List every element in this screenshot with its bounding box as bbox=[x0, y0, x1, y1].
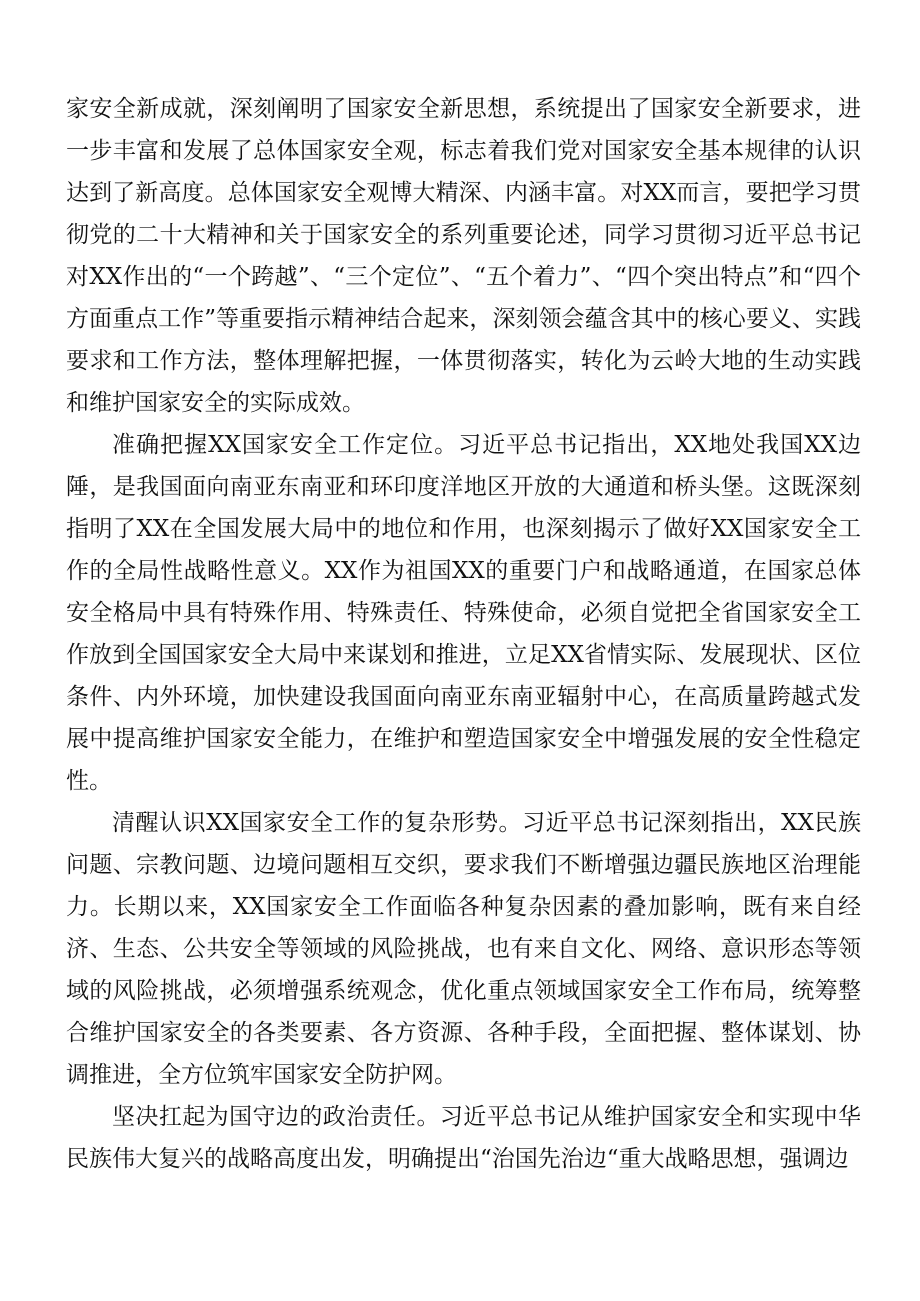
paragraph-border-responsibility: 坚决扛起为国守边的政治责任。习近平总书记从维护国家安全和实现中华民族伟大复兴的战略高度出发，明确提出“治国先治边“重大战略思想，强调边 bbox=[66, 1104, 861, 1172]
paragraph-continuation: 家安全新成就，深刻阐明了国家安全新思想，系统提出了国家安全新要求，进一步丰富和发展了总体国家安全观，标志着我们党对国家安全基本规律的认识达到了新高度。总体国家安全观博大精深、内涵丰富。对XX而言，要把学习贯彻党的二十大精神和关于国家安全的系列重要论述，同学习贯彻习近平总书记对XX作出的“一个跨越”、“三个定位”、“五个着力”、“四个突出特点”和“四个方面重点工作”等重要指示精神结合起来，深刻领会蕴含其中的核心要义、实践要求和工作方法，整体理解把握，一体贯彻落实，转化为云岭大地的生动实践和维护国家安全的实际成效。 bbox=[66, 96, 861, 416]
paragraph-complex-situation: 清醒认识XX国家安全工作的复杂形势。习近平总书记深刻指出，XX民族问题、宗教问题、边境问题相互交织，要求我们不断增强边疆民族地区治理能力。长期以来，XX国家安全工作面临各种复杂因素的叠加影响，既有来自经济、生态、公共安全等领域的风险挑战，也有来自文化、网络、意识形态等领域的风险挑战，必须增强系统观念，优化重点领域国家安全工作布局，统筹整合维护国家安全的各类要素、各方资源、各种手段，全面把握、整体谋划、协调推进，全方位筑牢国家安全防护网。 bbox=[66, 810, 861, 1088]
paragraph-work-positioning: 准确把握XX国家安全工作定位。习近平总书记指出，XX地处我国XX边陲，是我国面向南亚东南亚和环印度洋地区开放的大通道和桥头堡。这既深刻指明了XX在全国发展大局中的地位和作用，也深刻揭示了做好XX国家安全工作的全局性战略性意义。XX作为祖国XX的重要门户和战略通道，在国家总体安全格局中具有特殊作用、特殊责任、特殊使命，必须自觉把全省国家安全工作放到全国国家安全大局中来谋划和推进，立足XX省情实际、发展现状、区位条件、内外环境，加快建设我国面向南亚东南亚辐射中心，在高质量跨越式发展中提高维护国家安全能力，在维护和塑造国家安全中增强发展的安全性稳定性。 bbox=[66, 432, 861, 794]
document-body bbox=[66, 88, 861, 1180]
